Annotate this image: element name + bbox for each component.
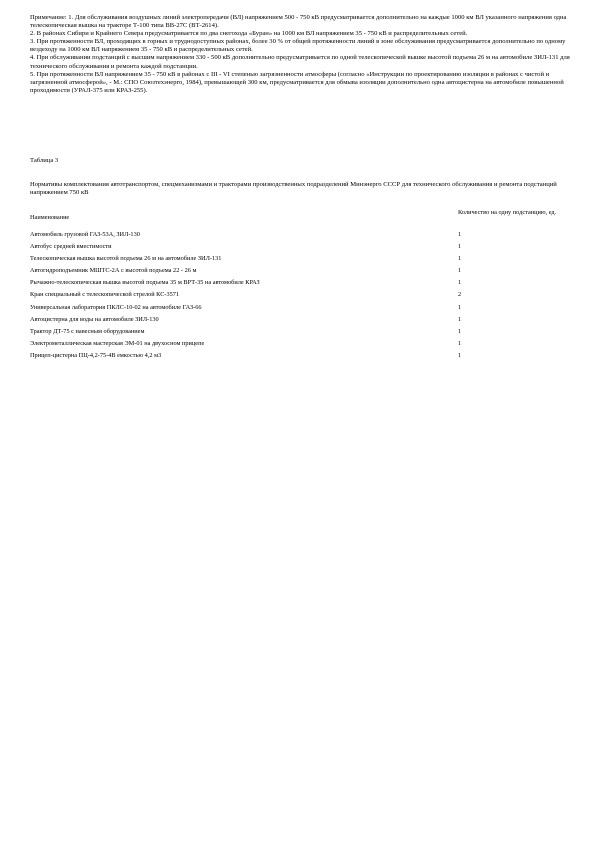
note-5: 5. При протяженности ВЛ напряжением 35 - 750 кВ в районах с III - VI степенью загрязненности атмосферы (согласно «Инструкции по проектированию изоляции в районах с чистой и загрязненной атмосферой», - М.: СПО Союзтехэнерго, 1984), превышающей 300 км, предусматривается для обмыва изоляции дополнительно одна автоцистерна на автомобиле повышенной проходимости (УРАЛ-375 или КРАЗ-255).	[30, 70, 564, 94]
table-row	[30, 279, 570, 291]
row-name: Электрометаллическая мастерская ЭМ-01 на двухосном прицепе	[30, 339, 205, 347]
row-quantity: 1	[458, 351, 462, 359]
row-name: Кран специальный с телескопической стрелой КС-3571	[30, 291, 180, 299]
header-quantity: Количество на одну подстанцию, ед.	[458, 209, 557, 216]
note-3: 3. При протяженности ВЛ, проходящих в горных и труднодоступных районах, более 30 % от общей протяженности линий в зоне обслуживания предусматривается дополнительно по одному вездеходу на 1000 км ВЛ напряжением 35 - 750 кВ и распределительных сетей.	[30, 38, 566, 54]
row-name: Автомобиль грузовой ГАЗ-53А, ЗИЛ-130	[30, 231, 140, 238]
table-row	[30, 340, 570, 352]
table-row	[30, 316, 570, 328]
table-header-row	[30, 209, 570, 231]
row-quantity: 1	[458, 243, 462, 251]
header-name: Наименование	[30, 214, 70, 221]
notes-section	[30, 14, 570, 95]
row-name: Рычажно-телескопическая вышка высотой подъема 35 м ВРТ-35 на автомобиле КРАЗ	[30, 279, 260, 287]
row-quantity: 1	[458, 231, 462, 238]
table-row	[30, 255, 570, 267]
row-quantity: 1	[458, 327, 462, 335]
row-quantity: 1	[458, 267, 462, 275]
table-row	[30, 243, 570, 255]
row-name: Универсальная лаборатория ПКЛС-10-02 на автомобиле ГАЗ-66	[30, 303, 202, 311]
table-title: Таблица 3	[30, 157, 59, 164]
row-name: Автогидроподъемник МШТС-2А с высотой подъема 22 - 26 м	[30, 267, 197, 275]
table-row	[30, 304, 570, 316]
note-2: 2. В районах Сибири и Крайнего Севера предусматривается по два снегохода «Буран» на 1000 км ВЛ напряжением 35 - 750 кВ и распределительных сетей.	[30, 30, 468, 38]
table-row	[30, 291, 570, 303]
row-name: Автоцистерна для воды на автомобиле ЗИЛ-130	[30, 315, 159, 323]
equipment-table	[30, 209, 570, 364]
note-4: 4. При обслуживании подстанций с высшим напряжением 330 - 500 кВ дополнительно предусматривается по одной телескопической вышке высотой подъема 26 м на автомобиле ЗИЛ-131 для технического обслуживания и ремонта каждой подстанции.	[30, 54, 570, 70]
row-quantity: 1	[458, 303, 462, 311]
row-name: Трактор ДТ-75 с навесным оборудованием	[30, 327, 145, 335]
row-quantity: 1	[458, 255, 462, 263]
row-quantity: 2	[458, 291, 462, 299]
table-row	[30, 328, 570, 340]
table-row	[30, 231, 570, 243]
table-row	[30, 352, 570, 364]
row-name: Телескопическая вышка высотой подъема 26 м на автомобиле ЗИЛ-131	[30, 255, 222, 263]
row-quantity: 1	[458, 315, 462, 323]
row-quantity: 1	[458, 339, 462, 347]
row-quantity: 1	[458, 279, 462, 287]
row-name: Прицеп-цистерна ПЦ-4,2-75-4В емкостью 4,2 м3	[30, 351, 162, 359]
row-name: Автобус средней вместимости	[30, 243, 112, 251]
note-1: Примечание: 1. Для обслуживания воздушных линий электропередачи (ВЛ) напряжением 500 - 750 кВ предусматривается дополнительно на каждые 1000 км ВЛ указанного напряжения одна телескопическая вышка на тракторе Т-100 типа ВВ-27С (ВТ-2614).	[30, 14, 567, 30]
table-row	[30, 267, 570, 279]
table-caption: Нормативы комплектования автотранспортом, спецмеханизмами и тракторами производственных подразделений Минэнерго СССР для технического обслуживания и ремонта подстанций напряжением 750 кВ	[30, 181, 557, 197]
